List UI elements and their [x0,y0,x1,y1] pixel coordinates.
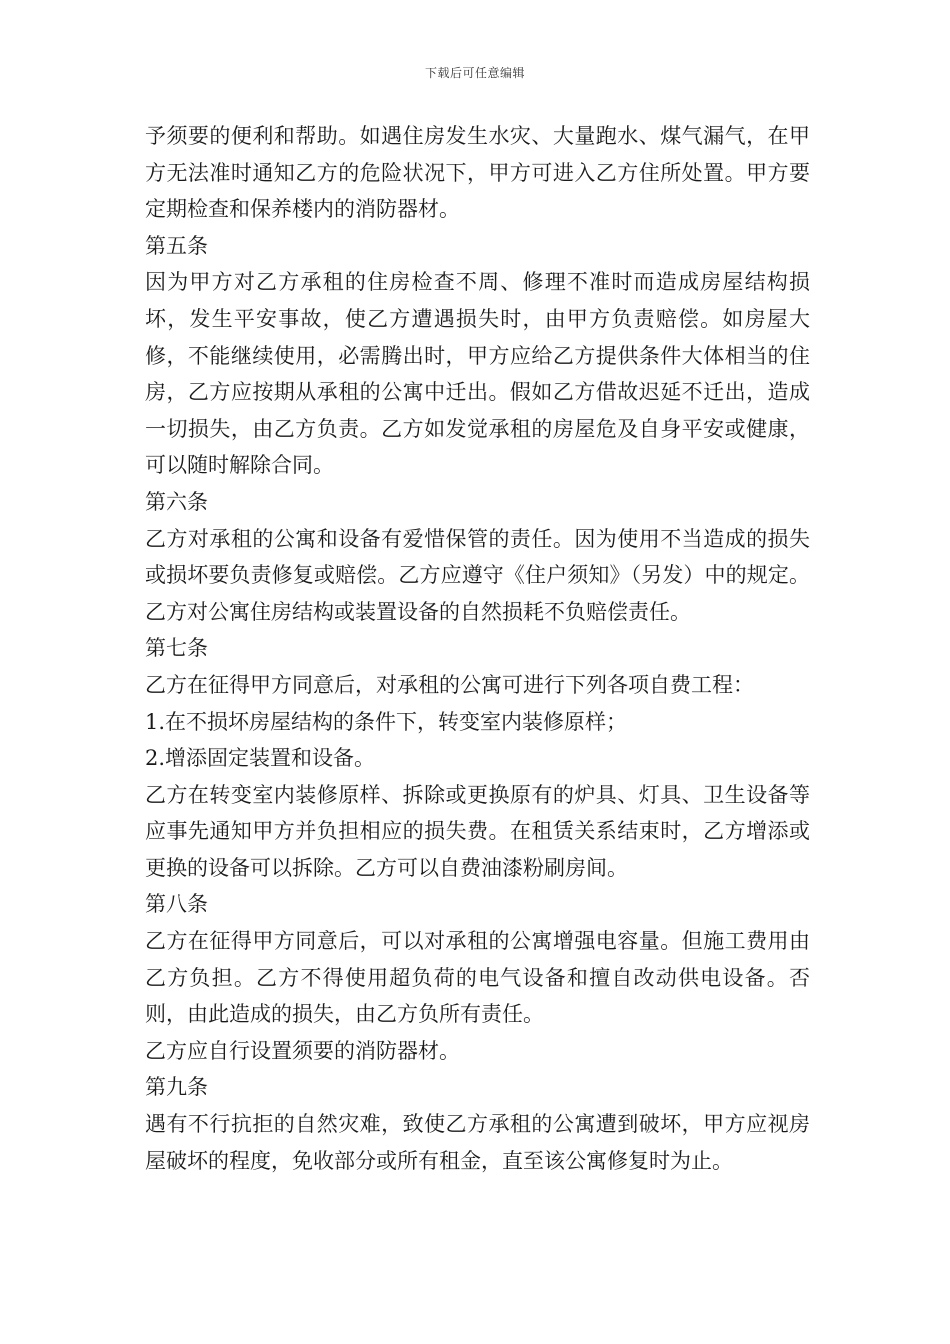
paragraph: 乙方应自行设置须要的消防器材。 [145,1038,460,1063]
list-item: 1.在不损坏房屋结构的条件下，转变室内装修原样； [145,709,628,734]
article-heading: 第八条 [145,892,208,917]
paragraph: 乙方在征得甲方同意后，可以对承租的公寓增强电容量。但施工费用由乙方负担。乙方不得使用超负荷的电气设备和擅自改动供电设备。否则，由此造成的损失，由乙方负所有责任。 [145,929,810,1027]
article-heading: 第六条 [145,489,208,514]
document-body [145,118,810,1179]
paragraph: 乙方在转变室内装修原样、拆除或更换原有的炉具、灯具、卫生设备等应事先通知甲方并负担相应的损失费。在租赁关系结束时，乙方增添或更换的设备可以拆除。乙方可以自费油漆粉刷房间。 [145,782,810,880]
list-item: 2.增添固定装置和设备。 [145,746,376,771]
article-heading: 第五条 [145,233,208,258]
paragraph: 遇有不行抗拒的自然灾难，致使乙方承租的公寓遭到破坏，甲方应视房屋破坏的程度，免收部分或所有租金，直至该公寓修复时为止。 [145,1112,810,1173]
article-heading: 第七条 [145,636,208,661]
paragraph: 因为甲方对乙方承租的住房检查不周、修理不准时而造成房屋结构损坏，发生平安事故，使乙方遭遇损失时，由甲方负责赔偿。如房屋大修，不能继续使用，必需腾出时，甲方应给乙方提供条件大体相当的住房，乙方应按期从承租的公寓中迁出。假如乙方借故迟延不迁出，造成一切损失，由乙方负责。乙方如发觉承租的房屋危及自身平安或健康，可以随时解除合同。 [145,270,810,478]
paragraph: 予须要的便利和帮助。如遇住房发生水灾、大量跑水、煤气漏气，在甲方无法准时通知乙方的危险状况下，甲方可进入乙方住所处置。甲方要定期检查和保养楼内的消防器材。 [145,124,810,222]
paragraph: 乙方对承租的公寓和设备有爱惜保管的责任。因为使用不当造成的损失或损坏要负责修复或赔偿。乙方应遵守《住户须知》（另发）中的规定。乙方对公寓住房结构或装置设备的自然损耗不负赔偿责任。 [145,526,810,624]
article-heading: 第九条 [145,1075,208,1100]
paragraph: 乙方在征得甲方同意后，对承租的公寓可进行下列各项自费工程： [145,672,754,697]
page-header: 下载后可任意编辑 [424,66,525,80]
